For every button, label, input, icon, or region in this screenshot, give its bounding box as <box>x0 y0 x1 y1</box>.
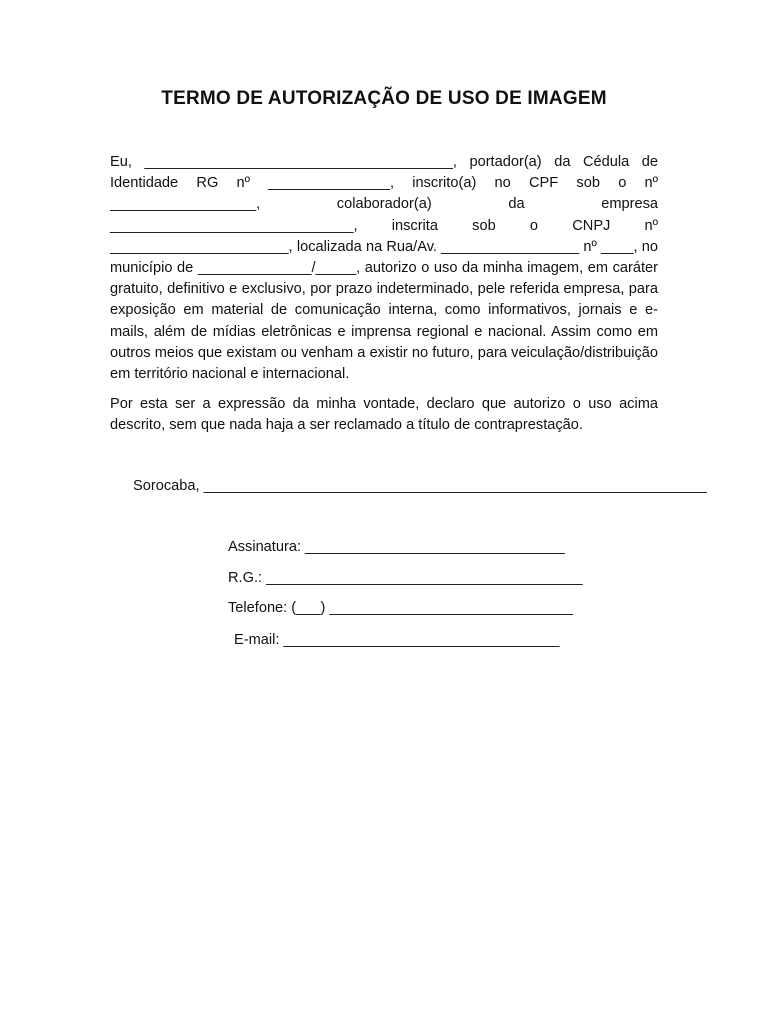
phone-line: Telefone: (___) ______________________________ <box>228 600 573 616</box>
place-date-line: Sorocaba, ______________________________________________________________ <box>133 478 707 494</box>
authorization-paragraph: Eu, ______________________________________, portador(a) da Cédula de Identidade RG nº _______________, inscrito(a) no CPF sob o nº __________________, colaborador(a) da empresa ______________________________, inscrita sob o CNPJ nº ______________________, localizada na Rua/Av. _________________ nº ____, no município de ______________/_____, autorizo o uso da minha imagem, em caráter gratuito, definitivo e exclusivo, por prazo indeterminado, pele referida empresa, para exposição em material de comunicação interna, como informativos, jornais e e-mails, além de mídias eletrônicas e imprensa regional e nacional. Assim como em outros meios que existam ou venham a existir no futuro, para veiculação/distribuição em território nacional e internacional. <box>110 154 658 383</box>
signature-line: Assinatura: ________________________________ <box>228 539 565 555</box>
rg-line: R.G.: _______________________________________ <box>228 570 583 586</box>
document-title: TERMO DE AUTORIZAÇÃO DE USO DE IMAGEM <box>161 88 607 109</box>
declaration-paragraph: Por esta ser a expressão da minha vontade, declaro que autorizo o uso acima descrito, sem que nada haja a ser reclamado a título de contraprestação. <box>110 396 658 434</box>
email-line: E-mail: __________________________________ <box>234 632 560 648</box>
document-body <box>110 152 658 446</box>
